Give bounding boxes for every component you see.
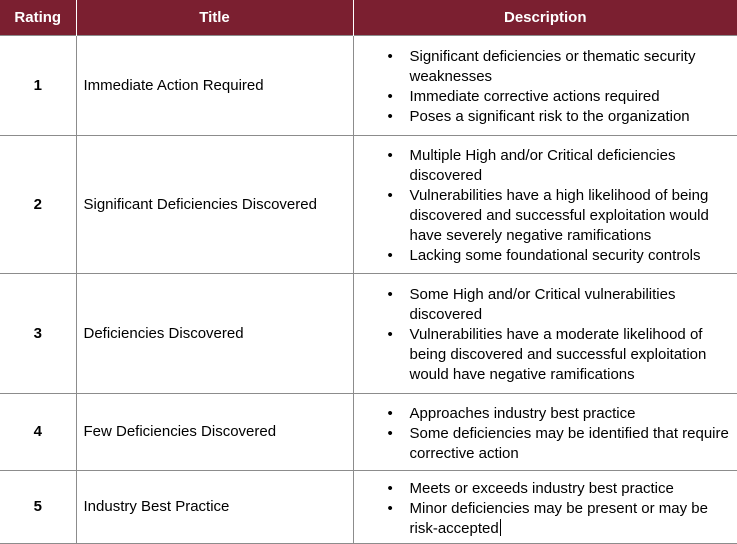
bullet-line: corrective action [410,445,519,462]
description-cell [353,393,737,470]
bullet-line: risk-accepted [410,520,499,537]
bullet-line: Poses a significant risk to the organization [410,108,690,125]
title-cell: Deficiencies Discovered [76,273,353,393]
bullet-list [354,47,737,127]
bullet-icon: • [388,499,393,519]
table-row [0,273,737,393]
description-cell [353,135,737,273]
bullet-item [354,246,737,266]
rating-cell: 5 [0,470,76,543]
table-row [0,135,737,273]
bullet-line: have severely negative ramifications [410,227,652,244]
bullet-item [354,479,737,499]
header-title: Title [76,0,353,35]
bullet-list [354,479,737,539]
bullet-item [354,186,737,246]
description-cell [353,35,737,135]
description-cell[interactable] [353,470,737,543]
title-cell: Immediate Action Required [76,35,353,135]
bullet-line: would have negative ramifications [410,366,635,383]
bullet-line: discovered [410,306,483,323]
description-cell [353,273,737,393]
bullet-item [354,87,737,107]
bullet-item [354,424,737,464]
bullet-line: discovered and successful exploitation would [410,207,709,224]
title-cell: Significant Deficiencies Discovered [76,135,353,273]
bullet-icon: • [388,325,393,345]
bullet-icon: • [388,404,393,424]
bullet-icon: • [388,186,393,206]
bullet-line: Vulnerabilities have a moderate likelihood of [410,326,703,343]
bullet-item [354,285,737,325]
bullet-icon: • [388,107,393,127]
bullet-icon: • [388,424,393,444]
rating-cell: 2 [0,135,76,273]
bullet-line: Some deficiencies may be identified that require [410,425,729,442]
bullet-line: Lacking some foundational security controls [410,247,701,264]
bullet-line: discovered [410,167,483,184]
bullet-item [354,499,737,539]
bullet-item [354,146,737,186]
bullet-line: Approaches industry best practice [410,405,636,422]
bullet-item [354,107,737,127]
table-row [0,393,737,470]
bullet-line: being discovered and successful exploitation [410,346,707,363]
text-cursor [500,519,501,536]
bullet-list [354,285,737,385]
rating-cell: 3 [0,273,76,393]
rating-cell: 4 [0,393,76,470]
bullet-item [354,325,737,385]
bullet-line: weaknesses [410,68,493,85]
bullet-line: Significant deficiencies or thematic security [410,48,696,65]
header-description: Description [353,0,737,35]
title-cell: Industry Best Practice [76,470,353,543]
header-row [0,0,737,35]
bullet-icon: • [388,479,393,499]
bullet-icon: • [388,285,393,305]
table-row [0,35,737,135]
bullet-line: Immediate corrective actions required [410,88,660,105]
header-rating: Rating [0,0,76,35]
title-cell: Few Deficiencies Discovered [76,393,353,470]
bullet-line: Minor deficiencies may be present or may be [410,500,708,517]
table-row [0,470,737,543]
bullet-line: Some High and/or Critical vulnerabilities [410,286,676,303]
bullet-item [354,404,737,424]
bullet-line: Vulnerabilities have a high likelihood of being [410,187,709,204]
bullet-list [354,404,737,464]
bullet-line: Multiple High and/or Critical deficiencies [410,147,676,164]
bullet-list [354,146,737,266]
bullet-icon: • [388,246,393,266]
bullet-line: Meets or exceeds industry best practice [410,480,674,497]
rating-cell: 1 [0,35,76,135]
bullet-icon: • [388,146,393,166]
bullet-icon: • [388,87,393,107]
bullet-item [354,47,737,87]
bullet-icon: • [388,47,393,67]
